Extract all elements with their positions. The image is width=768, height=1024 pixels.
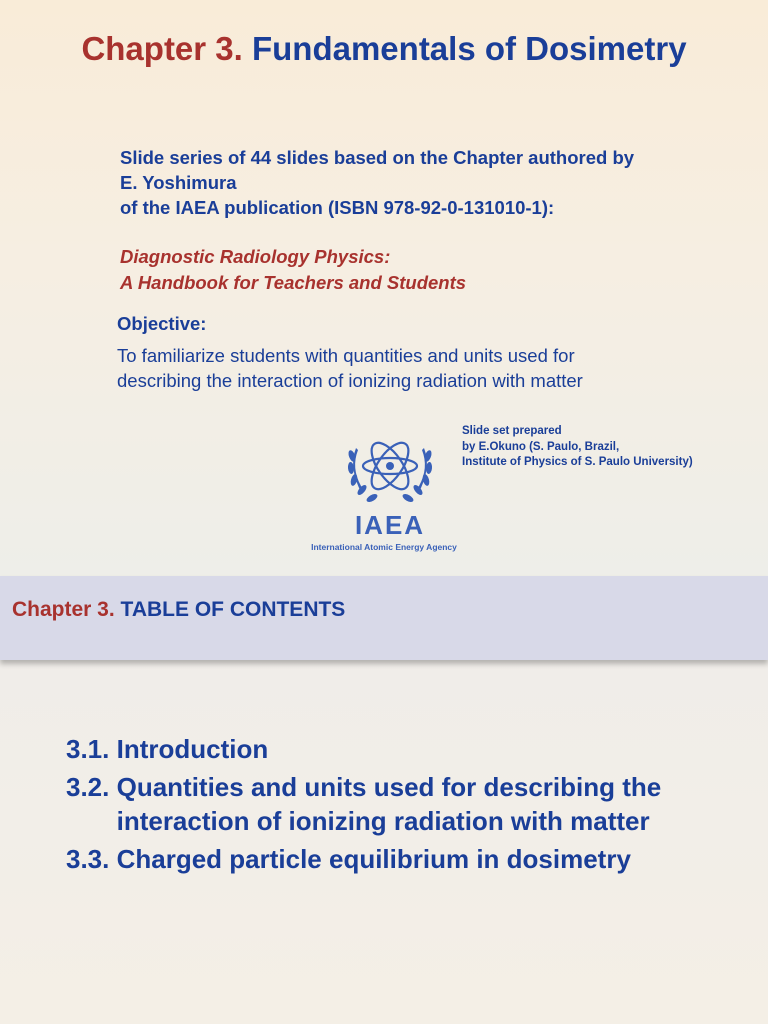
slide-series-description — [120, 145, 740, 220]
toc-item-number: 3.2. — [66, 772, 117, 802]
toc-chapter-label: Chapter 3. — [12, 598, 115, 621]
logo-full-name: International Atomic Energy Agency — [311, 542, 457, 552]
toc-item-number: 3.3. — [66, 844, 117, 874]
description-line: Slide series of 44 slides based on the Chapter authored by — [120, 147, 635, 168]
book-title-line: A Handbook for Teachers and Students — [120, 272, 467, 293]
toc-item-number: 3.1. — [66, 734, 117, 764]
iaea-atom-emblem-icon — [342, 426, 438, 510]
prepared-line: Institute of Physics of S. Paulo University) — [462, 456, 693, 468]
toc-item-text: Quantities and units used for describing the interaction of ionizing radiation with matter — [116, 772, 662, 836]
prepared-line: Slide set prepared — [462, 425, 562, 437]
toc-item-text: Introduction — [116, 734, 269, 764]
toc-item-text: Charged particle equilibrium in dosimetry — [116, 844, 631, 874]
prepared-by-note — [462, 424, 762, 471]
toc-item — [66, 770, 756, 838]
chapter-label: Chapter 3. — [81, 30, 243, 67]
description-line: E. Yoshimura — [120, 172, 237, 193]
toc-list — [66, 732, 756, 880]
objective-text — [117, 343, 737, 393]
objective-line: To familiarize students with quantities and units used for — [117, 345, 575, 366]
description-line: of the IAEA publication (ISBN 978-92-0-131010-1): — [120, 197, 555, 218]
chapter-title: Fundamentals of Dosimetry — [251, 30, 687, 67]
toc-item — [66, 842, 756, 876]
toc-item — [66, 732, 756, 766]
toc-title — [12, 598, 345, 622]
book-title — [120, 244, 720, 296]
prepared-line: by E.Okuno (S. Paulo, Brazil, — [462, 440, 620, 453]
book-title-line: Diagnostic Radiology Physics: — [120, 246, 391, 267]
objective-line: describing the interaction of ionizing radiation with matter — [117, 370, 583, 391]
slide-title — [0, 30, 768, 68]
objective-label: Objective: — [117, 313, 207, 334]
toc-heading: TABLE OF CONTENTS — [120, 598, 346, 621]
logo-name: IAEA — [354, 510, 426, 540]
